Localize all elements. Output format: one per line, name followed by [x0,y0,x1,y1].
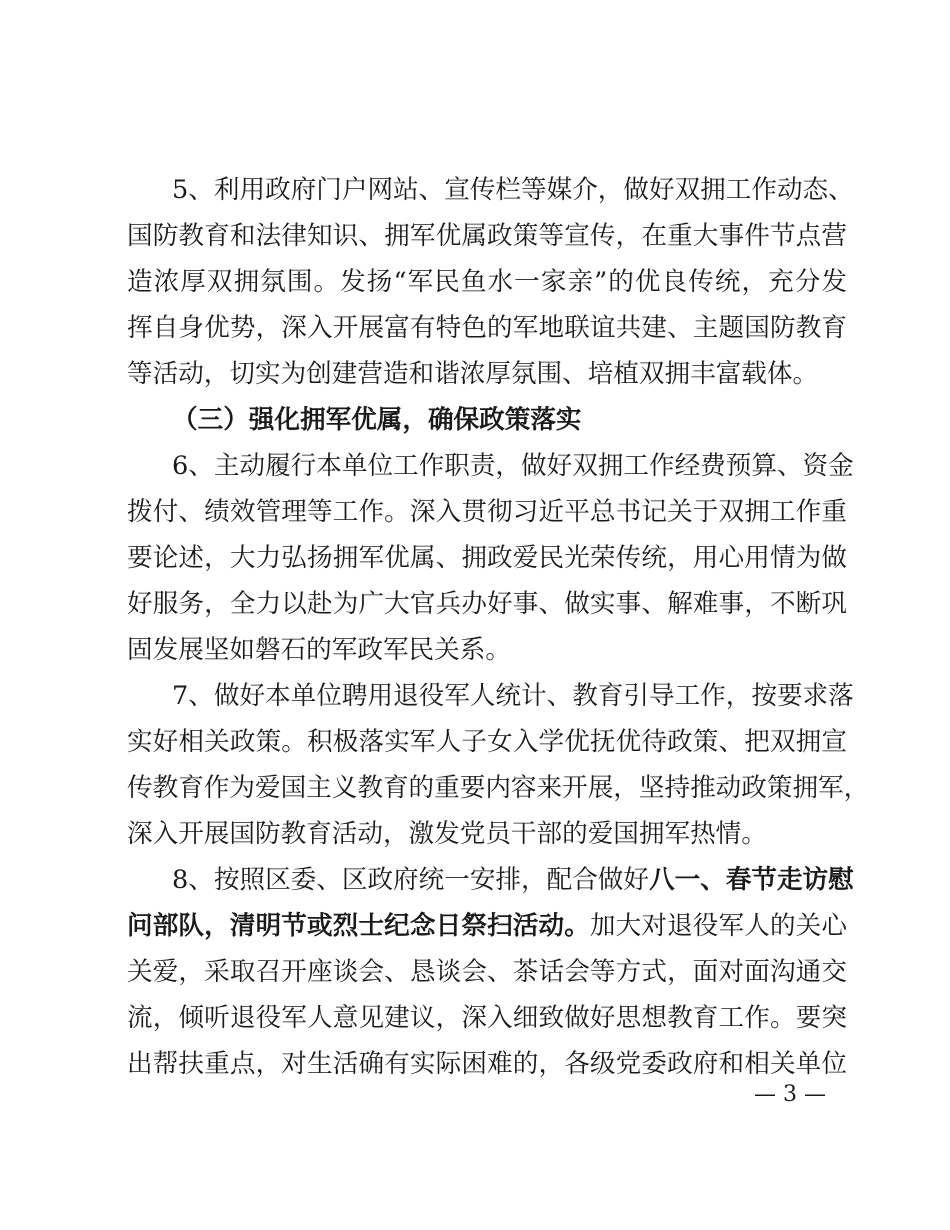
page-number: — 3 — [754,1082,826,1107]
paragraph-7-line: 7、做好本单位聘用退役军人统计、教育引导工作，按要求落 [172,681,854,711]
paragraph-7-line: 深入开展国防教育活动，激发党员干部的爱国拥军热情。 [127,819,767,849]
paragraph-6-line: 拨付、绩效管理等工作。深入贯彻习近平总书记关于双拥工作重 [127,497,847,527]
paragraph-5-line: 国防教育和法律知识、拥军优属政策等宣传，在重大事件节点营 [127,221,847,251]
paragraph-8-line [172,860,854,900]
paragraph-8-line: 出帮扶重点，对生活确有实际困难的，各级党委政府和相关单位 [127,1049,847,1079]
paragraph-5-line: 造浓厚双拥氛围。发扬“军民鱼水一家亲”的优良传统，充分发 [127,267,847,297]
paragraph-6-line: 6、主动履行本单位工作职责，做好双拥工作经费预算、资金 [172,451,854,481]
paragraph-5-line: 挥自身优势，深入开展富有特色的军地联谊共建、主题国防教育 [127,313,847,343]
paragraph-8-text: 8、按照区委、区政府统一安排，配合做好 [172,865,649,895]
paragraph-8-emphasis: 问部队，清明节或烈士纪念日祭扫活动。 [127,911,590,941]
paragraph-5-line: 5、利用政府门户网站、宣传栏等媒介，做好双拥工作动态、 [172,175,854,205]
paragraph-8-line: 流，倾听退役军人意见建议，深入细致做好思想教育工作。要突 [127,1003,847,1033]
paragraph-7-line: 实好相关政策。积极落实军人子女入学优抚优待政策、把双拥宣 [127,727,847,757]
paragraph-8-line [127,906,847,946]
section-heading: （三）强化拥军优属，确保政策落实 [172,405,582,435]
paragraph-5-line: 等活动，切实为创建营造和谐浓厚氛围、培植双拥丰富载体。 [127,359,819,389]
paragraph-6-line: 要论述，大力弘扬拥军优属、拥政爱民光荣传统，用心用情为做 [127,543,847,573]
paragraph-8-line: 关爱，采取召开座谈会、恳谈会、茶话会等方式，面对面沟通交 [127,957,847,987]
paragraph-7-line: 传教育作为爱国主义教育的重要内容来开展，坚持推动政策拥军， [127,773,870,803]
paragraph-6-line: 固发展坚如磐石的军政军民关系。 [127,635,511,665]
paragraph-8-text: 加大对退役军人的关心 [589,911,847,941]
paragraph-6-line: 好服务，全力以赴为广大官兵办好事、做实事、解难事，不断巩 [127,589,847,619]
paragraph-8-emphasis: 八一、春节走访慰 [648,865,854,895]
